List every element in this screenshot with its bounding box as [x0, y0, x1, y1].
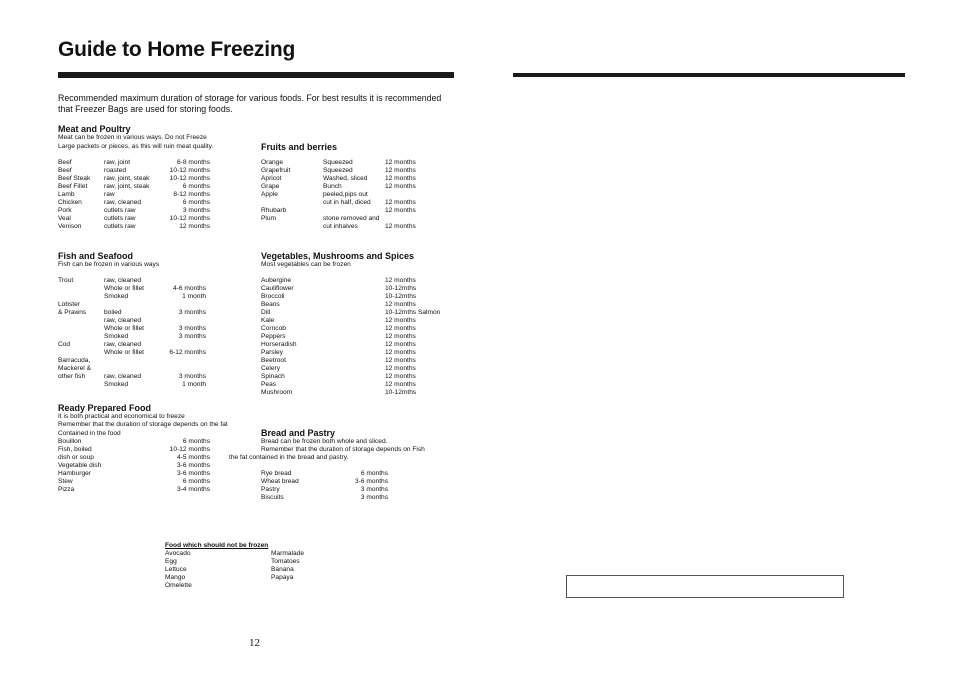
fish-row	[58, 373, 218, 381]
veg-cell: 12 months	[385, 373, 416, 380]
meat-cell: Lamb	[58, 191, 75, 198]
notfrozen-item: Mango	[165, 574, 186, 581]
fish-row	[58, 365, 218, 373]
fish-heading: Fish and Seafood	[58, 251, 134, 261]
ready-row	[58, 454, 218, 462]
ready-cell: Hamburger	[58, 470, 91, 477]
fish-row	[58, 349, 218, 357]
fish-row	[58, 357, 218, 365]
meat-row	[58, 207, 218, 215]
fruit-row	[261, 167, 431, 175]
meat-cell: raw, joint, steak	[104, 183, 150, 190]
veg-cell: Beans	[261, 301, 280, 308]
fish-cell: 1 month	[182, 381, 206, 388]
meat-cell: Beef Fillet	[58, 183, 88, 190]
fruit-cell: 12 months	[385, 175, 416, 182]
bread-note-2: Remember that the duration of storage depends on Fish	[261, 446, 425, 453]
notfrozen-col-2	[271, 550, 304, 582]
meat-note-2: Large packets or pieces, as this will ruin meat quality.	[58, 143, 214, 150]
ready-cell: Bouillon	[58, 438, 82, 445]
fruit-cell: Washed, sliced	[323, 175, 368, 182]
ready-note-1: It is both practical and economical to freeze	[58, 413, 185, 420]
bread-cell: 3 months	[360, 486, 388, 493]
fruit-cell: Bunch	[323, 183, 342, 190]
fish-row	[58, 333, 218, 341]
veg-row	[261, 277, 451, 285]
fish-cell: Barracuda,	[58, 357, 91, 364]
meat-cell: Beef Steak	[58, 175, 91, 182]
ready-cell: dish or soup	[58, 454, 94, 461]
bread-heading: Bread and Pastry	[261, 428, 336, 438]
ready-cell: Vegetable dish	[58, 462, 102, 469]
ready-row	[58, 462, 218, 470]
ready-cell: 6 months	[182, 478, 210, 485]
bread-row	[261, 494, 401, 502]
meat-cell: raw	[104, 191, 115, 198]
fish-row	[58, 293, 218, 301]
veg-cell: 12 months	[385, 277, 416, 284]
veg-cell: 10-12mths	[385, 389, 417, 396]
ready-cell: Fish, boiled	[58, 446, 92, 453]
meat-cell: 6 months	[182, 199, 210, 206]
meat-cell: 10-12 months	[169, 167, 210, 174]
fruit-cell: cut inhalves	[323, 223, 358, 230]
fish-cell: 3 months	[178, 325, 206, 332]
veg-cell: Broccoli	[261, 293, 285, 300]
fruit-cell: Plum	[261, 215, 277, 222]
veg-row	[261, 333, 451, 341]
ready-cell: 3-4 months	[177, 486, 210, 493]
fruit-cell: Grapefruit	[261, 167, 291, 174]
veg-heading: Vegetables, Mushrooms and Spices	[261, 251, 415, 261]
fruit-cell: peeled,pips out	[323, 191, 368, 198]
bread-cell: Wheat bread	[261, 478, 299, 485]
ready-cell: 10-12 months	[169, 446, 210, 453]
ready-note-2: Remember that the duration of storage depends on the fat	[58, 421, 228, 428]
fruit-cell: cut in half, diced	[323, 199, 371, 206]
bread-cell: 3-6 months	[355, 478, 388, 485]
bread-table	[261, 470, 401, 502]
fruit-row	[261, 207, 431, 215]
meat-row	[58, 183, 218, 191]
bread-cell: 3 months	[360, 494, 388, 501]
meat-cell: 6-8 months	[177, 159, 210, 166]
veg-cell: 12 months	[385, 301, 416, 308]
meat-cell: raw, cleaned	[104, 199, 142, 206]
veg-row	[261, 293, 451, 301]
fruit-row	[261, 175, 431, 183]
fish-cell: 4-6 months	[173, 285, 206, 292]
notfrozen-heading: Food which should not be frozen	[165, 542, 269, 549]
fruit-cell: Squeezed	[323, 159, 353, 166]
meat-cell: 3 months	[182, 207, 210, 214]
ready-cell: 3-6 months	[177, 470, 210, 477]
veg-row	[261, 309, 451, 317]
fruit-cell: Apple	[261, 191, 278, 198]
meat-row	[58, 159, 218, 167]
fish-cell: 3 months	[178, 333, 206, 340]
fish-cell: Whole or fillet	[104, 285, 144, 292]
fruit-row	[261, 191, 431, 199]
bread-row	[261, 470, 401, 478]
fish-cell: 3 months	[178, 309, 206, 316]
meat-cell: 12 months	[179, 223, 210, 230]
meat-row	[58, 167, 218, 175]
fish-row	[58, 341, 218, 349]
fruit-cell: Rhubarb	[261, 207, 287, 214]
fish-row	[58, 285, 218, 293]
notfrozen-col-1	[165, 550, 192, 590]
veg-cell: 10-12mths Salmon	[385, 309, 441, 316]
veg-cell: Mushroom	[261, 389, 293, 396]
veg-row	[261, 365, 451, 373]
fish-cell: Smoked	[104, 333, 129, 340]
meat-row	[58, 199, 218, 207]
veg-row	[261, 325, 451, 333]
veg-row	[261, 317, 451, 325]
veg-cell: Beetroot	[261, 357, 286, 364]
ready-row	[58, 478, 218, 486]
veg-row	[261, 285, 451, 293]
fruit-row	[261, 183, 431, 191]
meat-row	[58, 215, 218, 223]
veg-cell: 12 months	[385, 341, 416, 348]
intro-text: Recommended maximum duration of storage for various foods. For best results it is recommended that Freezer Bags are used for storing foods.	[58, 93, 442, 114]
veg-cell: 12 months	[385, 381, 416, 388]
fish-row	[58, 317, 218, 325]
fish-row	[58, 277, 218, 285]
fruit-cell: Squeezed	[323, 167, 353, 174]
fish-table	[58, 277, 218, 389]
veg-cell: Aubergine	[261, 277, 292, 284]
notfrozen-item: Avocado	[165, 550, 191, 557]
ready-table	[58, 438, 218, 494]
fruit-cell: 12 months	[385, 183, 416, 190]
fish-cell: 6-12 months	[169, 349, 206, 356]
meat-cell: Chicken	[58, 199, 82, 206]
fruit-cell: Orange	[261, 159, 283, 166]
meat-cell: Beef	[58, 159, 72, 166]
veg-cell: Parsley	[261, 349, 283, 356]
fruit-row	[261, 199, 431, 207]
ready-note-3: Contained in the food	[58, 430, 121, 437]
meat-cell: roasted	[104, 167, 126, 174]
bread-row	[261, 486, 401, 494]
veg-cell: Celery	[261, 365, 281, 372]
meat-cell: Pork	[58, 207, 72, 214]
meat-cell: Veal	[58, 215, 71, 222]
meat-cell: cutlets raw	[104, 215, 136, 222]
fruits-table	[261, 159, 431, 231]
title-rule	[58, 72, 454, 78]
meat-cell: 6 months	[182, 183, 210, 190]
notfrozen-item: Papaya	[271, 574, 294, 581]
fruit-row	[261, 159, 431, 167]
meat-cell: 8-12 months	[173, 191, 210, 198]
fruit-row	[261, 223, 431, 231]
fruit-cell: stone removed and	[323, 215, 380, 222]
bread-row	[261, 478, 401, 486]
fish-cell: boiled	[104, 309, 122, 316]
ready-heading: Ready Prepared Food	[58, 403, 152, 413]
meat-cell: Beef	[58, 167, 72, 174]
ready-cell: 6 months	[182, 438, 210, 445]
veg-cell: Cauliflower	[261, 285, 294, 292]
meat-row	[58, 175, 218, 183]
notfrozen-item: Tomatoes	[271, 558, 300, 565]
veg-cell: 12 months	[385, 349, 416, 356]
empty-box	[566, 575, 844, 598]
ready-cell: Pizza	[58, 486, 75, 493]
ready-cell: Stew	[58, 478, 73, 485]
fruit-cell: 12 months	[385, 207, 416, 214]
bread-cell: 6 months	[360, 470, 388, 477]
ready-row	[58, 486, 218, 494]
fish-cell: 1 month	[182, 293, 206, 300]
veg-cell: 12 months	[385, 333, 416, 340]
veg-row	[261, 357, 451, 365]
meat-note-1: Meat can be frozen in various ways. Do not Freeze	[58, 134, 207, 141]
meat-cell: cutlets raw	[104, 223, 136, 230]
veg-row	[261, 349, 451, 357]
bread-note-3: the fat contained in the bread and pastry.	[229, 454, 349, 461]
veg-cell: 12 months	[385, 317, 416, 324]
fish-cell: Smoked	[104, 293, 129, 300]
bread-note-1: Bread can be frozen both whole and sliced.	[261, 438, 388, 445]
veg-cell: Corncob	[261, 325, 286, 332]
fish-cell: Trout	[58, 277, 74, 284]
page-title: Guide to Home Freezing	[58, 38, 296, 61]
fish-cell: raw, cleaned	[104, 277, 142, 284]
fish-cell: raw, cleaned	[104, 317, 142, 324]
fish-row	[58, 381, 218, 389]
fish-cell: raw, cleaned	[104, 341, 142, 348]
fruit-cell: 12 months	[385, 199, 416, 206]
fish-cell: Whole or fillet	[104, 349, 144, 356]
bread-cell: Rye bread	[261, 470, 292, 477]
meat-cell: raw, joint, steak	[104, 175, 150, 182]
veg-cell: 12 months	[385, 365, 416, 372]
veg-row	[261, 341, 451, 349]
meat-cell: 10-12 months	[169, 215, 210, 222]
notfrozen-item: Egg	[165, 558, 177, 565]
fruit-row	[261, 215, 431, 223]
fish-note: Fish can be frozen in various ways	[58, 261, 160, 268]
fish-cell: 3 months	[178, 373, 206, 380]
ready-cell: 4-5 months	[177, 454, 210, 461]
meat-row	[58, 191, 218, 199]
veg-cell: Peas	[261, 381, 277, 388]
fish-cell: Whole or fillet	[104, 325, 144, 332]
fish-row	[58, 325, 218, 333]
meat-table	[58, 159, 218, 231]
right-page-rule	[513, 73, 905, 77]
bread-cell: Pastry	[261, 486, 280, 493]
veg-cell: Dill	[261, 309, 271, 316]
meat-cell: 10-12 months	[169, 175, 210, 182]
fish-row	[58, 309, 218, 317]
fish-cell: Smoked	[104, 381, 129, 388]
veg-cell: Spinach	[261, 373, 285, 380]
veg-row	[261, 389, 451, 397]
veg-row	[261, 301, 451, 309]
fish-cell: & Prawns	[58, 309, 87, 316]
fish-cell: Cod	[58, 341, 71, 348]
veg-cell: Horseradish	[261, 341, 297, 348]
notfrozen-item: Banana	[271, 566, 294, 573]
fruit-cell: Grape	[261, 183, 280, 190]
fruit-cell: 12 months	[385, 167, 416, 174]
veg-row	[261, 373, 451, 381]
veg-cell: Peppers	[261, 333, 286, 340]
fish-cell: Mackerel &	[58, 365, 91, 372]
meat-heading: Meat and Poultry	[58, 124, 131, 134]
fruit-cell: Apricot	[261, 175, 282, 182]
notfrozen-item: Omelette	[165, 582, 192, 589]
veg-cell: 10-12mths	[385, 293, 417, 300]
meat-cell: Venison	[58, 223, 82, 230]
veg-cell: 12 months	[385, 325, 416, 332]
veg-table	[261, 277, 451, 397]
meat-cell: raw, joint	[104, 159, 131, 166]
fish-cell: raw, cleaned	[104, 373, 142, 380]
notfrozen-item: Marmalade	[271, 550, 304, 557]
ready-row	[58, 438, 218, 446]
fruit-cell: 12 months	[385, 159, 416, 166]
fish-row	[58, 301, 218, 309]
ready-cell: 3-6 months	[177, 462, 210, 469]
ready-row	[58, 446, 218, 454]
veg-cell: 12 months	[385, 357, 416, 364]
page-number: 12	[249, 637, 260, 649]
notfrozen-item: Lettuce	[165, 566, 187, 573]
ready-row	[58, 470, 218, 478]
veg-row	[261, 381, 451, 389]
meat-row	[58, 223, 218, 231]
fruits-heading: Fruits and berries	[261, 142, 338, 152]
veg-cell: Kale	[261, 317, 275, 324]
bread-cell: Biscuits	[261, 494, 284, 501]
veg-cell: 10-12mths	[385, 285, 417, 292]
fish-cell: other fish	[58, 373, 86, 380]
fruit-cell: 12 months	[385, 223, 416, 230]
veg-note: Most vegetables can be frozen	[261, 261, 351, 268]
fish-cell: Lobster	[58, 301, 80, 308]
meat-cell: cutlets raw	[104, 207, 136, 214]
